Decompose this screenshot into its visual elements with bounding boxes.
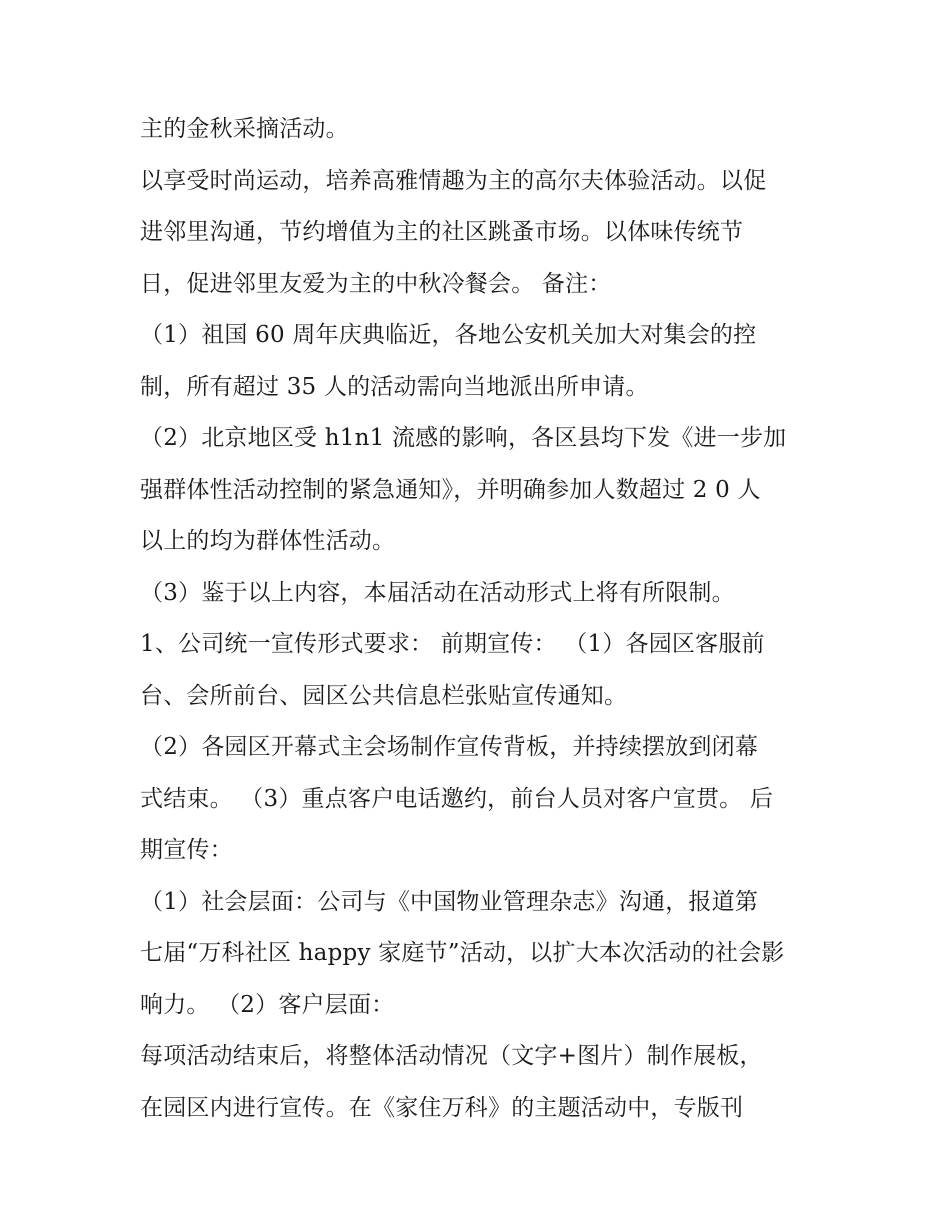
text-line: 台、会所前台、园区公共信息栏张贴宣传通知。 [140,682,628,709]
text-line: 以享受时尚运动，培养高雅情趣为主的高尔夫体验活动。以促 [140,167,767,194]
text-line: 每项活动结束后，将整体活动情况（文字+图片）制作展板， [140,1043,763,1069]
text-line: （3）鉴于以上内容，本届活动在活动形式上将有所限制。 [140,579,735,606]
text-line: 七届“万科社区 happy 家庭节”活动，以扩大本次活动的社会影 [140,940,785,966]
text-line: （1）社会层面：公司与《中国物业管理杂志》沟通，报道第 [140,888,759,915]
text-line: 响力。 （2）客户层面： [140,991,395,1018]
text-line: 式结束。 （3）重点客户电话邀约，前台人员对客户宣贯。 后 [140,785,774,812]
text-line: 以上的均为群体性活动。 [140,528,396,554]
text-line: 制，所有超过 35 人的活动需向当地派出所申请。 [140,373,649,400]
text-line: 日，促进邻里友爱为主的中秋冷餐会。 备注： [140,270,612,297]
text-line: （2）北京地区受 h1n1 流感的影响，各区县均下发《进一步加 [140,425,787,451]
text-line: （2）各园区开幕式主会场制作宣传背板，并持续摆放到闭幕 [140,734,759,760]
document-body [140,104,820,1134]
text-line: 进邻里沟通，节约增值为主的社区跳蚤市场。以体味传统节 [140,219,744,245]
text-line: 期宣传： [140,837,233,863]
text-line: 主的金秋采摘活动。 [140,116,349,142]
text-line: （1）祖国 60 周年庆典临近，各地公安机关加大对集会的控 [140,322,757,348]
text-line: 1、公司统一宣传形式要求： 前期宣传： （1）各园区客服前 [140,631,765,657]
text-line: 在园区内进行宣传。在《家住万科》的主题活动中，专版刊 [140,1094,744,1121]
text-line: 强群体性活动控制的紧急通知》，并明确参加人数超过 2 0 人 [140,476,761,503]
